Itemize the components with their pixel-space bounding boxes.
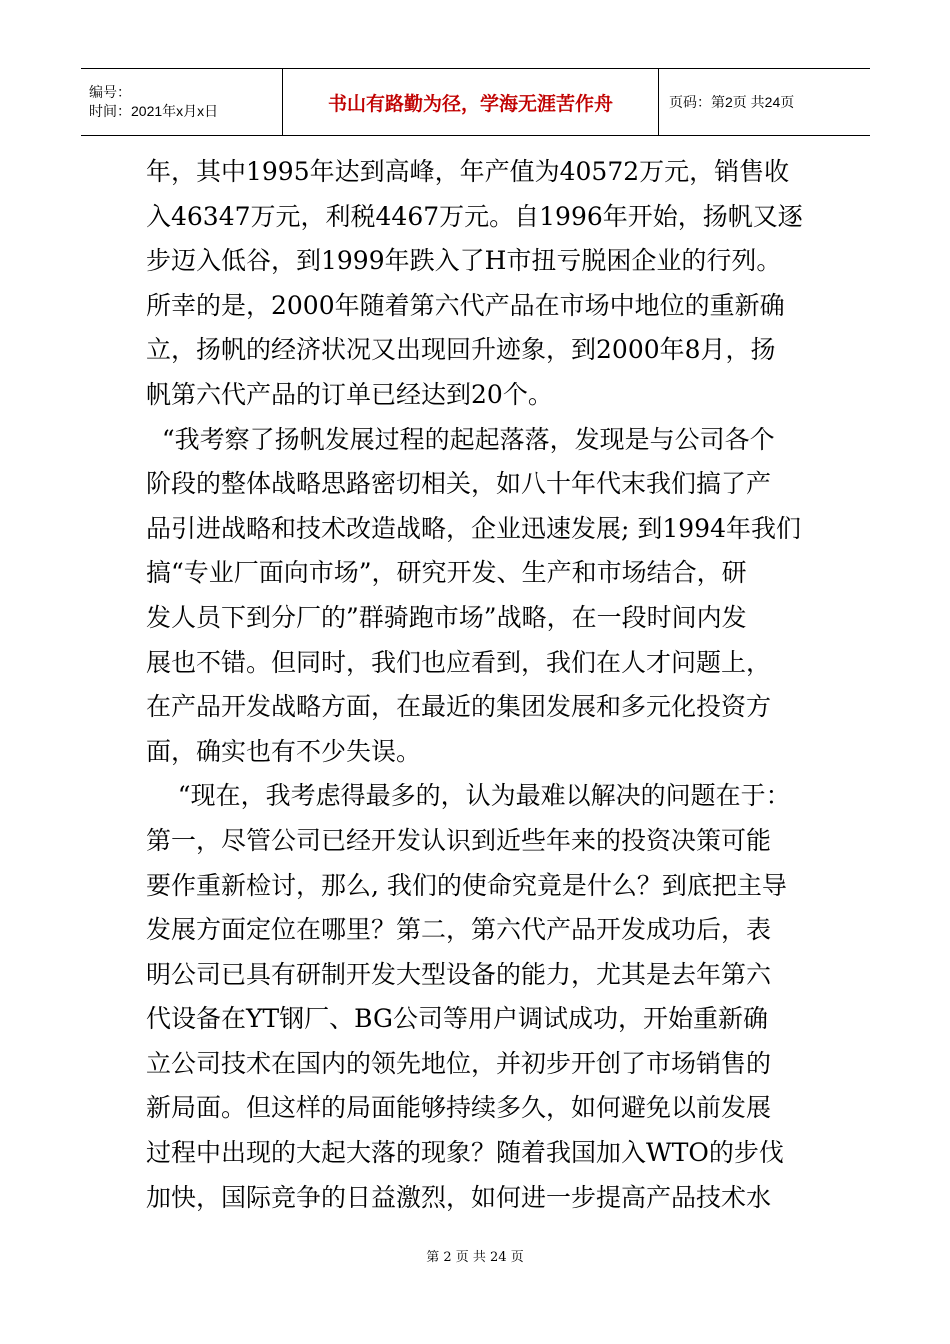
page-header bbox=[81, 68, 870, 136]
document-body bbox=[146, 150, 814, 1220]
body-line: 品引进战略和技术改造战略，企业迅速发展; 到1994年我们 bbox=[146, 513, 801, 543]
body-line: 立公司技术在国内的领先地位，并初步开创了市场销售的 bbox=[146, 1048, 772, 1078]
body-line: 第一，尽管公司已经开发认识到近些年来的投资决策可能 bbox=[146, 825, 772, 855]
body-line: 步迈入低谷，到1999年跌入了H市扭亏脱困企业的行列。 bbox=[146, 246, 782, 276]
header-page-info-cell bbox=[659, 69, 870, 135]
body-line: 明公司已具有研制开发大型设备的能力，尤其是去年第六 bbox=[146, 959, 772, 989]
page-footer bbox=[0, 1246, 950, 1265]
document-time-label: 时间：2021年x月x日 bbox=[89, 103, 219, 119]
body-line: 入46347万元，利税4467万元。自1996年开始，扬帆又逐 bbox=[146, 201, 803, 231]
body-line: “现在，我考虑得最多的，认为最难以解决的问题在于： bbox=[146, 781, 791, 811]
body-line: 发人员下到分厂的”群骑跑市场”战略，在一段时间内发 bbox=[146, 602, 747, 632]
body-line: 面，确实也有不少失误。 bbox=[146, 736, 422, 766]
body-line: 在产品开发战略方面，在最近的集团发展和多元化投资方 bbox=[146, 692, 772, 722]
body-line: “我考察了扬帆发展过程的起起落落，发现是与公司各个 bbox=[146, 424, 775, 454]
body-line: 帆第六代产品的订单已经达到20个。 bbox=[146, 379, 553, 409]
body-line: 立，扬帆的经济状况又出现回升迹象，到2000年8月，扬 bbox=[146, 335, 776, 365]
body-line: 加快，国际竞争的日益激烈，如何进一步提高产品技术水 bbox=[146, 1182, 772, 1212]
body-line: 过程中出现的大起大落的现象？随着我国加入WTO的步伐 bbox=[146, 1138, 784, 1168]
body-line: 新局面。但这样的局面能够持续多久，如何避免以前发展 bbox=[146, 1093, 772, 1123]
header-motto: 书山有路勤为径，学海无涯苦作舟 bbox=[327, 92, 613, 115]
body-line: 展也不错。但同时，我们也应看到，我们在人才问题上， bbox=[146, 647, 772, 677]
body-line: 年，其中1995年达到高峰，年产值为40572万元，销售收 bbox=[146, 157, 790, 186]
header-meta bbox=[81, 69, 283, 135]
body-line: 代设备在YT钢厂、BG公司等用户调试成功，开始重新确 bbox=[146, 1004, 768, 1034]
footer-page-number: 第 2 页 共 24 页 bbox=[426, 1250, 524, 1265]
header-motto-cell bbox=[283, 69, 659, 135]
body-line: 所幸的是，2000年随着第六代产品在市场中地位的重新确 bbox=[146, 290, 785, 320]
body-line: 要作重新检讨，那么, 我们的使命究竟是什么？到底把主导 bbox=[146, 870, 787, 900]
body-line: 发展方面定位在哪里？第二，第六代产品开发成功后，表 bbox=[146, 915, 772, 945]
document-number-label: 编号： bbox=[89, 84, 131, 100]
body-line: 阶段的整体战略思路密切相关，如八十年代末我们搞了产 bbox=[146, 469, 772, 499]
header-page-info: 页码：第2页 共24页 bbox=[669, 94, 795, 110]
body-line: 搞“专业厂面向市场”，研究开发、生产和市场结合，研 bbox=[146, 558, 747, 588]
